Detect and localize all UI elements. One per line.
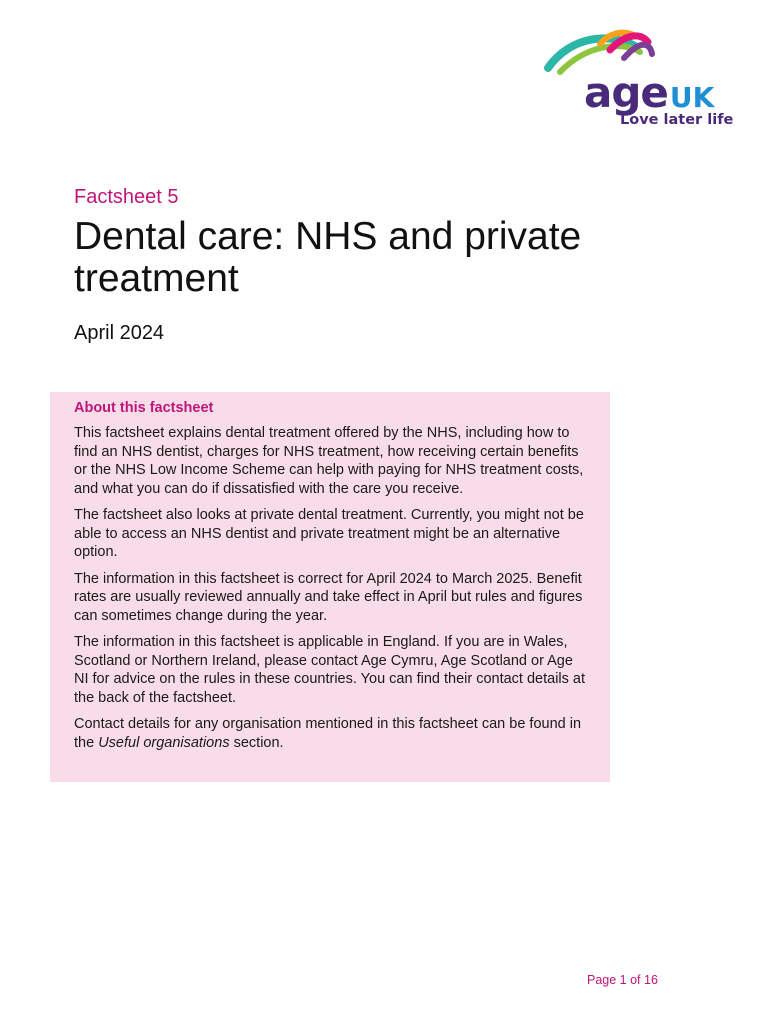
about-paragraph: The information in this factsheet is applicable in England. If you are in Wales, Scotland or Northern Ireland, please contact Age Cymru, Age Scotland or Age NI for advice on the rules in these countries. You can find their contact details at the back of the factsheet. — [74, 634, 586, 706]
logo-age-text: age — [584, 68, 668, 117]
contact-text-after: section. — [229, 734, 284, 751]
logo-tagline: Love later life — [620, 112, 734, 128]
useful-organisations-ref: Useful organisations — [98, 734, 230, 751]
about-heading: About this factsheet — [74, 400, 214, 416]
publication-date: April 2024 — [74, 322, 165, 344]
age-uk-logo — [540, 28, 740, 138]
page-title: Dental care: NHS and private treatment — [74, 215, 582, 300]
logo-uk-text: UK — [669, 81, 715, 114]
factsheet-label: Factsheet 5 — [74, 186, 179, 208]
about-paragraph: The information in this factsheet is correct for April 2024 to March 2025. Benefit rates are usually reviewed annually and take effect in April but rules and figures can sometimes change during the year. — [74, 570, 583, 624]
about-factsheet-box — [50, 392, 610, 782]
about-paragraph-contact — [74, 715, 586, 752]
page-number: Page 1 of 16 — [587, 973, 658, 987]
about-paragraph: This factsheet explains dental treatment offered by the NHS, including how to find an NHS dentist, charges for NHS treatment, how receiving certain benefits or the NHS Low Income Scheme can help with paying for NHS treatment costs, and what you can do if dissatisfied with the care you receive. — [74, 425, 584, 497]
about-paragraph: The factsheet also looks at private dental treatment. Currently, you might not be able to access an NHS dentist and private treatment might be an alternative option. — [74, 507, 584, 560]
contact-text-before: Contact details for any organisation mentioned in this factsheet can be found in the — [74, 716, 582, 751]
logo-wordmark — [584, 68, 714, 117]
